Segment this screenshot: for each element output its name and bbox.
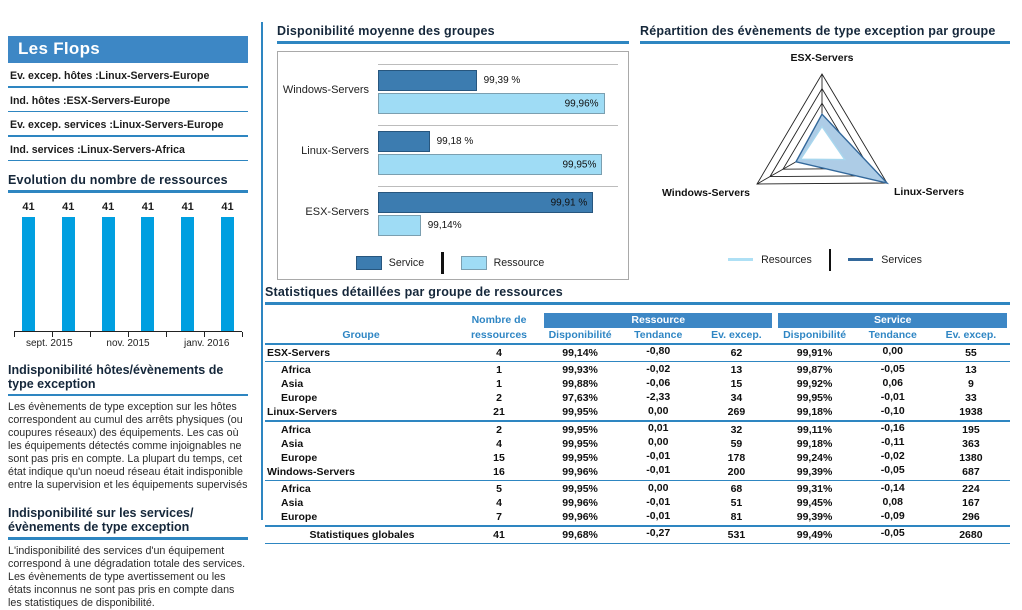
- row-cell: -0,01: [619, 449, 697, 463]
- axis-tick: [90, 332, 91, 337]
- row-cell: 99,87%: [775, 363, 853, 377]
- row-cell: 59: [697, 437, 775, 451]
- ressource-band-header: Ressource: [544, 313, 772, 328]
- availability-group: [282, 125, 618, 177]
- services-legend-line: [848, 258, 873, 261]
- radar-axis-label: Linux-Servers: [894, 186, 964, 198]
- info-section-body: Les évènements de type exception sur les hôtes correspondent au cumul des arrêts physiques (ou coupures réseaux) des équipements. Les cas où les équipements détectés comme injoignables ne sont pas pris en compte. La plupart du temps, cet état indique qu'un noeud réseau était indisponible entre la supervision et les équipements supervisés: [8, 401, 248, 492]
- x-tick-label: sept. 2015: [10, 338, 89, 349]
- radar-legend: [640, 249, 1010, 271]
- row-cell: -0,27: [619, 526, 697, 540]
- row-cell: 224: [932, 482, 1010, 496]
- bar: [141, 217, 154, 331]
- stat-value: ESX-Servers-Europe: [67, 95, 171, 107]
- row-cell: 41: [457, 528, 541, 542]
- row-cell: 99,49%: [775, 528, 853, 542]
- row-name: Asia: [265, 496, 457, 510]
- evolution-bar-column: [22, 201, 35, 331]
- bar-row: [378, 192, 618, 214]
- radar-chart: [640, 44, 1010, 212]
- row-cell: -0,01: [619, 463, 697, 477]
- row-cell: 21: [457, 405, 541, 419]
- row-cell: 167: [932, 496, 1010, 510]
- bar: [378, 154, 602, 175]
- row-cell: 1938: [932, 405, 1010, 419]
- row-name: Africa: [265, 363, 457, 377]
- row-name: Linux-Servers: [265, 405, 457, 419]
- radar-axis-label: Windows-Servers: [662, 187, 750, 199]
- row-cell: 0,00: [619, 481, 697, 495]
- group-bars: [378, 64, 618, 116]
- bar: [378, 93, 605, 114]
- services-legend-label: Services: [881, 254, 922, 266]
- evolution-bar-column: [141, 201, 154, 331]
- row-cell: 4: [457, 496, 541, 510]
- sidebar: [8, 36, 248, 610]
- group-label: Linux-Servers: [282, 145, 378, 157]
- info-sections: [8, 363, 248, 610]
- radar-chart-section: [640, 24, 1010, 271]
- bar-value-label: 41: [142, 201, 154, 213]
- radar-axis-label: ESX-Servers: [790, 52, 853, 64]
- row-cell: 15: [697, 377, 775, 391]
- stat-value: Linux-Servers-Africa: [81, 144, 185, 156]
- row-cell: 0,08: [854, 495, 932, 509]
- ressource-legend-swatch: [461, 256, 487, 270]
- bar-value-label: 41: [62, 201, 74, 213]
- title-rule: [8, 537, 248, 540]
- row-cell: -0,02: [619, 362, 697, 376]
- row-cell: 269: [697, 405, 775, 419]
- row-cell: 99,96%: [541, 465, 619, 479]
- col-header-groupe: Groupe: [265, 328, 457, 342]
- col-header-count-1: Nombre de: [457, 313, 541, 327]
- service-band-header: Service: [778, 313, 1007, 328]
- row-cell: -0,09: [854, 509, 932, 523]
- availability-group: [282, 186, 618, 238]
- ressource-legend-label: Ressource: [494, 257, 545, 269]
- legend-divider: [829, 249, 832, 271]
- row-cell: -0,05: [854, 463, 932, 477]
- row-cell: -2,33: [619, 390, 697, 404]
- row-cell: 99,68%: [541, 528, 619, 542]
- row-cell: 99,18%: [775, 437, 853, 451]
- flops-stats-list: [8, 70, 248, 161]
- row-cell: 7: [457, 510, 541, 524]
- col-subheader: Ev. excep.: [932, 328, 1010, 342]
- row-cell: 296: [932, 510, 1010, 524]
- row-name: Africa: [265, 423, 457, 437]
- service-legend-swatch: [356, 256, 382, 270]
- row-cell: 32: [697, 423, 775, 437]
- bar: [378, 192, 593, 213]
- col-subheader: Disponibilité: [541, 328, 619, 342]
- availability-legend: [282, 252, 618, 274]
- axis-tick: [242, 332, 243, 337]
- row-cell: 99,18%: [775, 405, 853, 419]
- axis-tick: [128, 332, 129, 337]
- bar: [62, 217, 75, 331]
- row-cell: -0,01: [854, 390, 932, 404]
- evolution-bar-column: [181, 201, 194, 331]
- row-cell: -0,80: [619, 344, 697, 358]
- row-cell: 99,95%: [541, 423, 619, 437]
- row-cell: 99,96%: [541, 510, 619, 524]
- row-cell: 99,95%: [541, 482, 619, 496]
- service-legend-label: Service: [389, 257, 424, 269]
- bar-row: [378, 215, 618, 237]
- stat-label: Ind. services :: [10, 144, 81, 156]
- bar-value-label: 99,14%: [428, 220, 462, 231]
- row-cell: 0,01: [619, 421, 697, 435]
- row-cell: 99,95%: [775, 391, 853, 405]
- row-cell: -0,01: [619, 495, 697, 509]
- group-bars: [378, 186, 618, 238]
- row-cell: 1: [457, 363, 541, 377]
- stat-rule: [8, 135, 248, 137]
- row-cell: 9: [932, 377, 1010, 391]
- bar: [221, 217, 234, 331]
- col-subheader: Tendance: [854, 328, 932, 342]
- col-header-count-2: ressources: [457, 328, 541, 342]
- row-cell: 62: [697, 346, 775, 360]
- bar: [102, 217, 115, 331]
- bar-value-label: 41: [22, 201, 34, 213]
- evolution-x-axis: [14, 331, 242, 337]
- group-label: ESX-Servers: [282, 206, 378, 218]
- row-cell: 68: [697, 482, 775, 496]
- stat-label: Ev. excep. services :: [10, 119, 113, 131]
- evolution-bar-column: [221, 201, 234, 331]
- row-cell: 363: [932, 437, 1010, 451]
- row-cell: 4: [457, 437, 541, 451]
- stats-table-section: [265, 285, 1010, 545]
- bar-value-label: 41: [221, 201, 233, 213]
- x-tick-label: janv. 2016: [167, 338, 246, 349]
- stats-table-title: Statistiques détaillées par groupe de ressources: [265, 285, 1010, 299]
- row-cell: 1: [457, 377, 541, 391]
- stat-value: Linux-Servers-Europe: [99, 70, 210, 82]
- info-section-body: L'indisponibilité des services d'un équipement correspond à une dégradation totale des services. Les évènements de type avertissement ou les états inconnus ne sont pas pris en compte dans les statistiques de disponibilité.: [8, 545, 248, 610]
- row-cell: 81: [697, 510, 775, 524]
- row-name: Europe: [265, 451, 457, 465]
- row-cell: -0,14: [854, 481, 932, 495]
- row-cell: 4: [457, 346, 541, 360]
- row-cell: 99,39%: [775, 465, 853, 479]
- x-tick-label: nov. 2015: [89, 338, 168, 349]
- flops-stat-row: [8, 70, 248, 82]
- bar-value-label: 41: [182, 201, 194, 213]
- info-section-title: Indisponibilité hôtes/évènements de type exception: [8, 363, 248, 391]
- row-cell: 99,11%: [775, 423, 853, 437]
- stat-label: Ev. excep. hôtes :: [10, 70, 99, 82]
- info-section: [8, 506, 248, 610]
- resources-legend-label: Resources: [761, 254, 812, 266]
- axis-tick: [14, 332, 15, 337]
- bar-value-label: 99,39 %: [484, 75, 521, 86]
- col-subheader: Tendance: [619, 328, 697, 342]
- row-name: Asia: [265, 377, 457, 391]
- bar-row: [378, 93, 618, 115]
- row-name: ESX-Servers: [265, 346, 457, 360]
- row-name: Africa: [265, 482, 457, 496]
- evolution-bar-column: [102, 201, 115, 331]
- title-rule: [277, 41, 629, 44]
- row-cell: 178: [697, 451, 775, 465]
- row-name: Europe: [265, 510, 457, 524]
- bar-value-label: 99,95%: [562, 159, 596, 170]
- row-cell: 34: [697, 391, 775, 405]
- bar-row: [378, 154, 618, 176]
- availability-chart-section: [277, 24, 629, 280]
- row-cell: 13: [697, 363, 775, 377]
- axis-tick: [52, 332, 53, 337]
- availability-chart-title: Disponibilité moyenne des groupes: [277, 24, 629, 38]
- row-cell: 2680: [932, 528, 1010, 542]
- row-cell: 99,95%: [541, 405, 619, 419]
- row-cell: -0,01: [619, 509, 697, 523]
- row-cell: 0,00: [854, 344, 932, 358]
- row-cell: 531: [697, 528, 775, 542]
- row-cell: 33: [932, 391, 1010, 405]
- header-spacer: [265, 313, 457, 327]
- axis-tick: [166, 332, 167, 337]
- row-cell: -0,10: [854, 404, 932, 418]
- col-subheader: Disponibilité: [775, 328, 853, 342]
- row-cell: -0,05: [854, 362, 932, 376]
- evolution-bars: [8, 199, 248, 331]
- row-cell: 0,00: [619, 435, 697, 449]
- row-cell: -0,11: [854, 435, 932, 449]
- bar-row: [378, 70, 618, 92]
- row-cell: 15: [457, 451, 541, 465]
- row-name: Europe: [265, 391, 457, 405]
- row-cell: 99,88%: [541, 377, 619, 391]
- availability-chart: [277, 51, 629, 280]
- title-rule: [265, 302, 1010, 305]
- evolution-chart: [8, 199, 248, 349]
- legend-divider: [441, 252, 444, 274]
- bar-row: [378, 131, 618, 153]
- row-cell: 195: [932, 423, 1010, 437]
- row-cell: 16: [457, 465, 541, 479]
- row-name: Asia: [265, 437, 457, 451]
- row-cell: 99,92%: [775, 377, 853, 391]
- col-subheader: Ev. excep.: [697, 328, 775, 342]
- stat-rule: [8, 111, 248, 113]
- bar: [22, 217, 35, 331]
- stat-label: Ind. hôtes :: [10, 95, 67, 107]
- availability-groups: [282, 64, 618, 238]
- row-cell: 13: [932, 363, 1010, 377]
- group-label: Windows-Servers: [282, 84, 378, 96]
- row-cell: -0,06: [619, 376, 697, 390]
- title-rule: [8, 394, 248, 397]
- row-cell: 99,24%: [775, 451, 853, 465]
- bar: [378, 131, 430, 152]
- bar-value-label: 41: [102, 201, 114, 213]
- row-cell: 99,39%: [775, 510, 853, 524]
- flops-stat-row: [8, 119, 248, 131]
- row-cell: 99,95%: [541, 451, 619, 465]
- stats-table: [265, 313, 1010, 546]
- bar-value-label: 99,91 %: [551, 197, 588, 208]
- row-name: Statistiques globales: [265, 528, 457, 542]
- row-cell: -0,05: [854, 526, 932, 540]
- title-rule: [8, 190, 248, 193]
- vertical-separator: [261, 22, 263, 520]
- row-cell: 1380: [932, 451, 1010, 465]
- row-cell: 99,93%: [541, 363, 619, 377]
- row-cell: 687: [932, 465, 1010, 479]
- bar: [378, 70, 477, 91]
- bar-value-label: 99,18 %: [437, 136, 474, 147]
- evolution-bar-column: [62, 201, 75, 331]
- flops-stat-row: [8, 144, 248, 156]
- bar: [181, 217, 194, 331]
- row-cell: 99,95%: [541, 437, 619, 451]
- row-cell: 5: [457, 482, 541, 496]
- stat-rule: [8, 86, 248, 88]
- row-cell: 2: [457, 391, 541, 405]
- row-cell: -0,16: [854, 421, 932, 435]
- row-cell: 0,00: [619, 404, 697, 418]
- stat-value: Linux-Servers-Europe: [113, 119, 224, 131]
- row-cell: 99,31%: [775, 482, 853, 496]
- row-cell: 51: [697, 496, 775, 510]
- evolution-chart-title: Evolution du nombre de ressources: [8, 173, 248, 187]
- row-cell: 55: [932, 346, 1010, 360]
- table-bottom-border: [265, 543, 1010, 545]
- flops-stat-row: [8, 95, 248, 107]
- info-section-title: Indisponibilité sur les services/évènements de type exception: [8, 506, 248, 534]
- availability-group: [282, 64, 618, 116]
- stat-rule: [8, 160, 248, 162]
- bar-value-label: 99,96%: [565, 98, 599, 109]
- resources-legend-line: [728, 258, 753, 261]
- row-cell: 97,63%: [541, 391, 619, 405]
- axis-tick: [204, 332, 205, 337]
- info-section: [8, 363, 248, 493]
- row-cell: -0,02: [854, 449, 932, 463]
- row-cell: 99,91%: [775, 346, 853, 360]
- group-bars: [378, 125, 618, 177]
- row-name: Windows-Servers: [265, 465, 457, 479]
- radar-chart-title: Répartition des évènements de type exception par groupe: [640, 24, 1010, 38]
- row-cell: 2: [457, 423, 541, 437]
- row-cell: 99,14%: [541, 346, 619, 360]
- row-cell: 99,45%: [775, 496, 853, 510]
- row-cell: 99,96%: [541, 496, 619, 510]
- evolution-x-labels: [8, 338, 248, 349]
- bar: [378, 215, 421, 236]
- row-cell: 200: [697, 465, 775, 479]
- flops-title: Les Flops: [8, 36, 248, 63]
- row-cell: 0,06: [854, 376, 932, 390]
